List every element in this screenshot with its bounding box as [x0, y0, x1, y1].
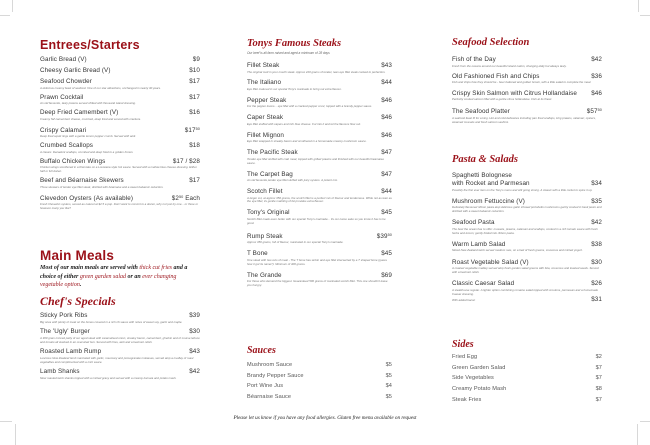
menu-item — [40, 177, 200, 189]
item-price: $47 — [381, 170, 392, 178]
item-price: $42 — [189, 368, 200, 376]
item-price: $18 — [189, 142, 200, 150]
item-description: Perfectly cooked salmon fillet with a gentle citrus hollandaise. Fish at its finest. — [452, 97, 553, 102]
item-price: $16 — [189, 109, 200, 117]
menu-item — [40, 142, 200, 154]
menu-item — [247, 79, 392, 91]
item-row — [247, 188, 392, 196]
highlight-text: thick cut fries — [139, 265, 173, 271]
item-price: $42 — [591, 56, 602, 63]
allergy-footer: Please let us know if you have any food allergies. Gluten free menu available on request — [233, 415, 417, 421]
item-name: Green Garden Salad — [452, 364, 506, 371]
menu-item — [247, 231, 392, 245]
item-name: Mushroom Sauce — [247, 362, 293, 368]
item-description: Approx 350 grams, full of flavour, marinated in our special Tony's marinade. — [247, 240, 344, 245]
seafood-title: Seafood Selection — [452, 37, 530, 48]
item-description: An old favourite,tender eye fillet stuffed with juicy oysters. A potent mix. — [247, 178, 338, 183]
item-price: $38 — [591, 240, 602, 248]
item-description: Three skewers of tender eye fillet steak, drizzled with béarnaise and a sweet balsamic reduction. — [40, 184, 164, 189]
menu-item — [40, 368, 200, 380]
item-row — [40, 193, 200, 203]
item-row — [40, 177, 200, 185]
item-price: $\$2^{50}$ Each — [171, 194, 200, 202]
item-name: Side Vegetables — [452, 375, 494, 382]
item-description: A delicious creamy feast of seafood. One of our star attractions, unchanged in nearly 30 years. — [40, 85, 161, 90]
chefs-specials-list — [40, 312, 200, 385]
item-description: Fresh from the oceans around our beautiful island nation, changing daily but always tasty. — [452, 63, 567, 68]
crop-mark — [640, 15, 650, 16]
item-extra-label: With added bacon — [452, 298, 476, 303]
crop-mark — [640, 421, 650, 422]
entrees-title: Entrees/Starters — [40, 38, 140, 52]
sauces-title: Sauces — [247, 345, 276, 356]
item-price: $17 — [189, 177, 200, 185]
crop-mark — [637, 424, 638, 445]
item-row — [247, 62, 392, 70]
item-row — [247, 371, 392, 382]
item-row — [247, 381, 392, 392]
item-name: Lamb Shanks — [40, 368, 80, 376]
menu-item — [40, 109, 200, 121]
menu-item — [40, 78, 200, 90]
item-price: $10 — [189, 67, 200, 75]
menu-item — [452, 90, 602, 102]
crop-mark — [0, 421, 12, 422]
item-price: $46 — [381, 96, 392, 104]
sides-list — [452, 352, 602, 406]
item-price: $47 — [381, 149, 392, 157]
menu-item — [40, 348, 200, 364]
item-description: The original melt in your mouth steak. Approx 220 grams of tender, lean eye fillet steak cooked to perfection. — [247, 69, 386, 74]
crop-mark — [638, 0, 639, 12]
item-description: Eye fillet matured in our special Tony's marinade to bring out extra flavour. — [247, 86, 342, 91]
menu-item — [40, 158, 200, 174]
menu-item — [247, 272, 392, 288]
item-name: Buffalo Chicken Wings — [40, 157, 106, 165]
item-description: Eye fillet wrapped in streaky bacon and smothered in a homemade creamy mushroom sauce. — [247, 139, 367, 144]
item-description: A steakhouse regular. A lighter option combining romaine salad topped with croutons, parmesan and a homemade Caesar dressing. — [452, 287, 598, 296]
item-extra-row — [452, 296, 602, 304]
item-description: Luscious New Zealand lamb marinated with garlic, rosemary and pomegranate molasses, served atop a medley of roast vegetables and complimented with a mint sauce. — [40, 355, 194, 364]
menu-item — [452, 363, 602, 374]
item-name: Old Fashioned Fish and Chips — [452, 72, 540, 80]
item-name: Classic Caesar Salad — [452, 280, 515, 288]
item-price: $44 — [381, 188, 392, 196]
item-price: $\$57^{50}$ — [586, 108, 602, 116]
item-price: $7 — [595, 396, 602, 403]
item-row — [452, 56, 602, 64]
item-name: Prawn Cocktail — [40, 93, 84, 101]
menu-item — [247, 188, 392, 204]
price-cents: 50 — [387, 232, 392, 237]
menu-item — [40, 193, 200, 211]
intro-text: . — [79, 282, 82, 288]
menu-item — [452, 384, 602, 395]
item-description: Slow roasted lamb shanks topped with a minted gravy and served with a creamy kumara and potato mash. — [40, 375, 177, 380]
chefs-specials-title: Chef's Specials — [40, 294, 116, 308]
item-row — [40, 56, 200, 64]
item-price: $43 — [381, 62, 392, 69]
item-price: $2 — [595, 354, 602, 360]
item-name: Brandy Pepper Sauce — [247, 372, 304, 379]
item-price: $7 — [595, 375, 602, 382]
menu-item — [247, 392, 392, 403]
item-name: Creamy Potato Mash — [452, 386, 507, 393]
item-name: Roast Vegetable Salad (V) — [452, 258, 529, 266]
menu-item — [247, 209, 392, 225]
item-row — [452, 106, 602, 116]
item-name: Seafood Chowder — [40, 78, 92, 86]
menu-item — [247, 360, 392, 371]
steaks-subtitle: Our beef is all farm raised and aged a minimum of 28 days — [247, 51, 330, 55]
item-description: A seafood feast fit for a king. Hot and cold delicacies including pan fried scallops, king prawns, calamari, oysters, steamed mussels and fresh salmon sashimi. — [452, 115, 596, 124]
item-price: $46 — [381, 114, 392, 122]
menu-item — [452, 106, 602, 124]
item-name: Fillet Mignon — [247, 131, 284, 139]
item-description: Eye fillet stuffed with capers and rich blue cheese. Cut into it and let the flavours flow out. — [247, 121, 361, 126]
item-description: Tender eye fillet stuffed with crab meat, topped with grilled prawns and finished with our beautiful béarnaise sauce. — [247, 156, 384, 165]
item-row — [247, 231, 392, 241]
item-name: The 'Ugly' Burger — [40, 328, 90, 336]
item-price: $45 — [381, 250, 392, 258]
item-name: Pepper Steak — [247, 96, 287, 104]
menu-item — [247, 381, 392, 392]
item-row — [452, 363, 602, 374]
item-price: $5 — [385, 372, 392, 379]
item-description: Big ones with plenty of meat on the bones covered in a rich rib sauce with notes of sweet soy, garlic and maple. — [40, 319, 183, 324]
item-price: $17 — [189, 78, 200, 86]
menu-item — [452, 352, 602, 363]
item-name: Scotch Fillet — [247, 188, 283, 196]
item-description: Scotch fillet made even better with our special Tony's marinade... Its our name sake so you know it has to be good. — [247, 216, 386, 225]
item-price: $69 — [381, 271, 392, 279]
item-price: $17 — [189, 93, 200, 101]
menu-item — [247, 114, 392, 126]
seafood-list — [452, 56, 602, 129]
item-description: Deep fried squid rings with a gentle lemon pepper crumb. Served with aioli. — [40, 134, 136, 139]
item-price: $7 — [595, 364, 602, 371]
item-description: Fresh Clevedon oysters, served au naturel at $2.5 a pop. Don't want to commit to a dozen, why not just try one... or three or however many you like? — [40, 202, 199, 210]
item-name: Port Wine Jus — [247, 383, 284, 390]
item-price: $46 — [591, 89, 602, 97]
item-extra-price: $31 — [591, 296, 602, 304]
item-row — [40, 67, 200, 75]
menu-item — [452, 241, 602, 253]
item-price: $45 — [381, 209, 392, 217]
item-price: $5 — [385, 362, 392, 368]
sauces-list — [247, 360, 392, 403]
item-price: $44 — [381, 79, 392, 87]
item-name: The Italiano — [247, 79, 282, 87]
item-price: $35 — [591, 197, 602, 205]
item-price: $17 / $28 — [172, 157, 200, 165]
menu-item — [40, 328, 200, 344]
sides-title: Sides — [452, 339, 474, 350]
item-price: $4 — [385, 383, 392, 390]
item-description: A roasted vegetable medley served atop fresh garden salad greens with feta, couscous and toasted seeds. Served with a beetroot relish. — [452, 266, 599, 275]
item-name: Fillet Steak — [247, 62, 280, 69]
menu-item — [40, 94, 200, 106]
item-name: Crispy Calamari — [40, 126, 87, 134]
menu-item — [247, 250, 392, 266]
item-name: Cheesy Garlic Bread (V) — [40, 67, 111, 75]
item-price: $\$39^{50}$ — [376, 232, 392, 240]
item-price: $36 — [591, 72, 602, 80]
crop-mark — [0, 15, 10, 16]
item-name: Rump Steak — [247, 232, 283, 240]
menu-item — [40, 312, 200, 324]
menu-item — [452, 172, 602, 192]
intro-text: or an — [126, 273, 143, 280]
item-row — [452, 180, 602, 188]
menu-item — [452, 373, 602, 384]
steaks-list — [247, 62, 392, 293]
item-row — [452, 373, 602, 384]
highlight-text: ever changing vegetable option — [40, 273, 177, 288]
menu-item — [247, 97, 392, 109]
pasta-title: Pasta & Salads — [452, 154, 518, 165]
main-meals-intro — [40, 264, 200, 290]
item-price: $30 — [189, 328, 200, 336]
item-description: Chicken wings smothered in a Kiwi take on a Louisiana style hot sauce. Served with a mellow blue cheese dressing. Either half or full dozen. — [40, 165, 197, 174]
item-description: Possibly the first ever item on the Tony's menu and still going strong. A classic with a little rocket to spice it up. — [452, 187, 593, 192]
menu-item — [247, 62, 392, 74]
item-description: Fish and chips how they should be - beer battered and golden brown, with a little salad to complete the meal. — [452, 80, 592, 85]
item-price: $30 — [591, 258, 602, 266]
item-name: Mushroom Fettuccine (V) — [452, 197, 525, 205]
menu-item — [452, 219, 602, 235]
item-name: Warm Lamb Salad — [452, 240, 506, 248]
menu-item — [247, 132, 392, 144]
item-description: An old favourite, tasty prawns served chilled with thousand island dressing. — [40, 101, 136, 106]
item-description: Creamy NZ camembert cheese, crumbed, deep fried and served with crackers. — [40, 116, 142, 121]
entrees-list — [40, 56, 200, 214]
item-name: Clevedon Oysters (As available) — [40, 194, 134, 202]
menu-item — [247, 171, 392, 183]
crop-mark — [15, 424, 16, 445]
item-name: Beef and Béarnaise Skewers — [40, 177, 124, 185]
item-row — [452, 352, 602, 363]
highlight-text: green garden salad — [79, 273, 127, 280]
menu-item — [452, 56, 602, 68]
item-row — [452, 384, 602, 395]
item-name: Crispy Skin Salmon with Citrus Hollandaise — [452, 89, 577, 97]
item-row — [452, 395, 602, 406]
item-name: with Rocket and Parmesan — [452, 180, 530, 187]
pasta-list — [452, 172, 602, 310]
item-description: A classic. Decadent scallops, crumbed and deep fried to a golden brown. — [40, 149, 134, 154]
item-name: The Pacific Steak — [247, 149, 298, 157]
item-name: Fried Egg — [452, 354, 478, 360]
menu-item — [452, 395, 602, 406]
item-price: $\$17^{50}$ — [184, 126, 200, 134]
crop-mark — [12, 0, 13, 12]
item-description: A 300 gram minced patty of our aged steak with caramelised onion, streaky bacon, camembert, gherkin and of course lettuce and tomato all stacked in an oversized bun. Served with fries, aioli and a beetroot relish. — [40, 335, 200, 344]
item-name: Garlic Bread (V) — [40, 56, 87, 63]
menu-item — [247, 149, 392, 165]
item-price: $9 — [192, 56, 200, 63]
item-description: For the pepper lovers... eye fillet with a cracked pepper crust, topped with a brandy pepper sauce. — [247, 104, 373, 109]
item-name: Deep Fried Camembert (V) — [40, 109, 119, 117]
item-name: The Seafood Platter — [452, 108, 510, 116]
price-cents: 50 — [178, 194, 184, 199]
item-name: Steak Fries — [452, 396, 482, 403]
item-name: Tony's Original — [247, 209, 290, 217]
item-price: $43 — [189, 348, 200, 356]
price-cents: 50 — [597, 108, 602, 113]
item-price: $26 — [591, 280, 602, 288]
item-name: Béarnaise Sauce — [247, 394, 292, 401]
item-name: Fish of the Day — [452, 56, 496, 63]
item-description: Delicately flavoured ribbon pasta atop delicious garlic infused portobello mushrooms gently cooked in basil pesto and drizzled with a sweet balsamic reduction. — [452, 205, 602, 214]
menu-item — [40, 125, 200, 139]
item-price: $5 — [385, 394, 392, 401]
item-price: $8 — [595, 386, 602, 393]
item-description: For those who demand the biggest. Guaranteed 500 grams of marinated scotch fillet. This one shouldn't leave you hungry. — [247, 279, 388, 287]
item-description: A larger cut, at approx 350 grams, the scotch fillet is a perfect mix of flavour and tenderness. While not as lean as the eye fillet, its gentle marbling of fat provides extra flavour. — [247, 195, 392, 204]
item-price: $42 — [591, 219, 602, 227]
menu-item — [452, 259, 602, 275]
item-name: The Grande — [247, 271, 282, 279]
menu-item — [452, 73, 602, 85]
menu-item — [40, 56, 200, 64]
item-name: T Bone — [247, 250, 268, 258]
item-row — [247, 360, 392, 371]
item-description: One steak with two cuts of meat - The T bone has sirloin and eye fillet intersected by a T shaped bone (guess how it got its name?). Minimum of 400 grams. — [247, 257, 387, 266]
item-name: Sticky Pork Ribs — [40, 312, 88, 319]
item-price: $39 — [189, 312, 200, 319]
item-price: $34 — [591, 180, 602, 187]
steaks-title: Tonys Famous Steaks — [247, 38, 342, 49]
item-name: Roasted Lamb Rump — [40, 348, 102, 356]
item-name: Spaghetti Bolognese — [452, 172, 513, 179]
item-name: Seafood Pasta — [452, 219, 495, 227]
price-cents: 50 — [195, 126, 200, 131]
item-name: The Carpet Bag — [247, 170, 293, 178]
main-meals-title: Main Meals — [40, 248, 115, 263]
item-name: Caper Steak — [247, 114, 284, 122]
item-price: $46 — [381, 131, 392, 139]
item-description: The best the ocean has to offer: mussels, prawns, calamari and scallops, cooked in a rich tomato sauce with fresh herbs and lemon; gently folded into ribbon pasta. — [452, 226, 598, 235]
menu-item — [452, 198, 602, 214]
menu-item — [40, 67, 200, 75]
intro-text: and a choice of either — [40, 265, 188, 280]
intro-text: Most of our main meals are served with — [40, 265, 140, 271]
item-name: Crumbed Scallops — [40, 142, 94, 150]
item-row — [40, 312, 200, 320]
menu-item — [452, 280, 602, 304]
menu-item — [247, 371, 392, 382]
item-row — [40, 125, 200, 135]
item-row — [452, 172, 602, 180]
item-row — [247, 392, 392, 403]
item-description: Sliced New Zealand lamb served medium rare, on a bed of fresh greens, couscous and minted yogurt. — [452, 248, 583, 253]
